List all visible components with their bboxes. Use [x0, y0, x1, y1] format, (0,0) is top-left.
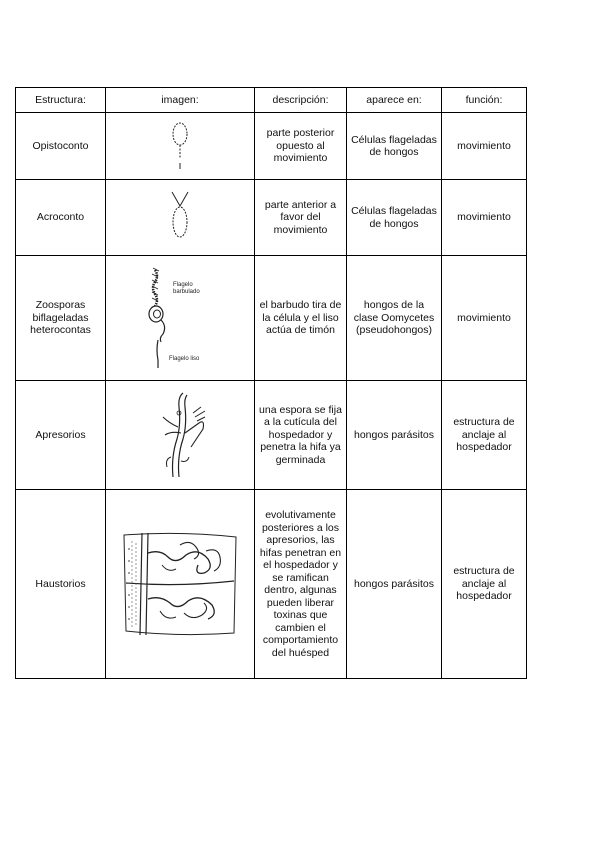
cell-aparece: hongos de la clase Oomycetes (pseudohongos): [347, 256, 442, 381]
cell-funcion: movimiento: [442, 256, 527, 381]
cell-funcion: movimiento: [442, 180, 527, 256]
header-descripcion: descripción:: [255, 88, 347, 113]
header-funcion: función:: [442, 88, 527, 113]
cell-imagen: [106, 256, 255, 381]
cell-descripcion: parte posterior opuesto al movimiento: [255, 113, 347, 180]
table-row: [16, 180, 527, 256]
cell-imagen: [106, 381, 255, 490]
cell-aparece: hongos parásitos: [347, 381, 442, 490]
table-row: [16, 113, 527, 180]
label-barbudo-word1: Flagelo: [173, 282, 193, 288]
heterokont-zoospore-icon: [125, 262, 235, 374]
cell-imagen: [106, 490, 255, 679]
cell-estructura: Haustorios: [16, 490, 106, 679]
cell-descripcion: el barbudo tira de la célula y el liso actúa de timón: [255, 256, 347, 381]
table-header-row: [16, 88, 527, 113]
cell-estructura: Zoosporas biflageladas heterocontas: [16, 256, 106, 381]
label-liso: Flagelo liso: [169, 356, 200, 362]
cell-funcion: estructura de anclaje al hospedador: [442, 490, 527, 679]
cell-aparece: hongos parásitos: [347, 490, 442, 679]
cell-descripcion: evolutivamente posteriores a los apresorios, las hifas penetran en el hospedador y se ramifican dentro, algunas pueden liberar toxinas que cambien el comportamiento del huésped: [255, 490, 347, 679]
cell-estructura: Opistoconto: [16, 113, 106, 180]
cell-imagen: [106, 180, 255, 256]
cell-estructura: Acroconto: [16, 180, 106, 256]
cell-descripcion: parte anterior a favor del movimiento: [255, 180, 347, 256]
opisthokont-flagellum-icon: [160, 116, 200, 176]
header-aparece: aparece en:: [347, 88, 442, 113]
label-barbudo-word2: barbulado: [173, 289, 200, 295]
table-row: [16, 256, 527, 381]
table-row: [16, 381, 527, 490]
cell-aparece: Células flageladas de hongos: [347, 113, 442, 180]
haustoria-cells-icon: [120, 529, 240, 639]
cell-descripcion: una espora se fija a la cutícula del hospedador y penetra la hifa ya germinada: [255, 381, 347, 490]
cell-imagen: [106, 113, 255, 180]
cell-aparece: Células flageladas de hongos: [347, 180, 442, 256]
header-imagen: imagen:: [106, 88, 255, 113]
structures-table: [15, 87, 527, 679]
cell-funcion: movimiento: [442, 113, 527, 180]
appressorium-hyphae-icon: [135, 387, 225, 483]
cell-estructura: Apresorios: [16, 381, 106, 490]
acrokont-flagella-icon: [160, 186, 200, 250]
header-estructura: Estructura:: [16, 88, 106, 113]
cell-funcion: estructura de anclaje al hospedador: [442, 381, 527, 490]
table-row: [16, 490, 527, 679]
